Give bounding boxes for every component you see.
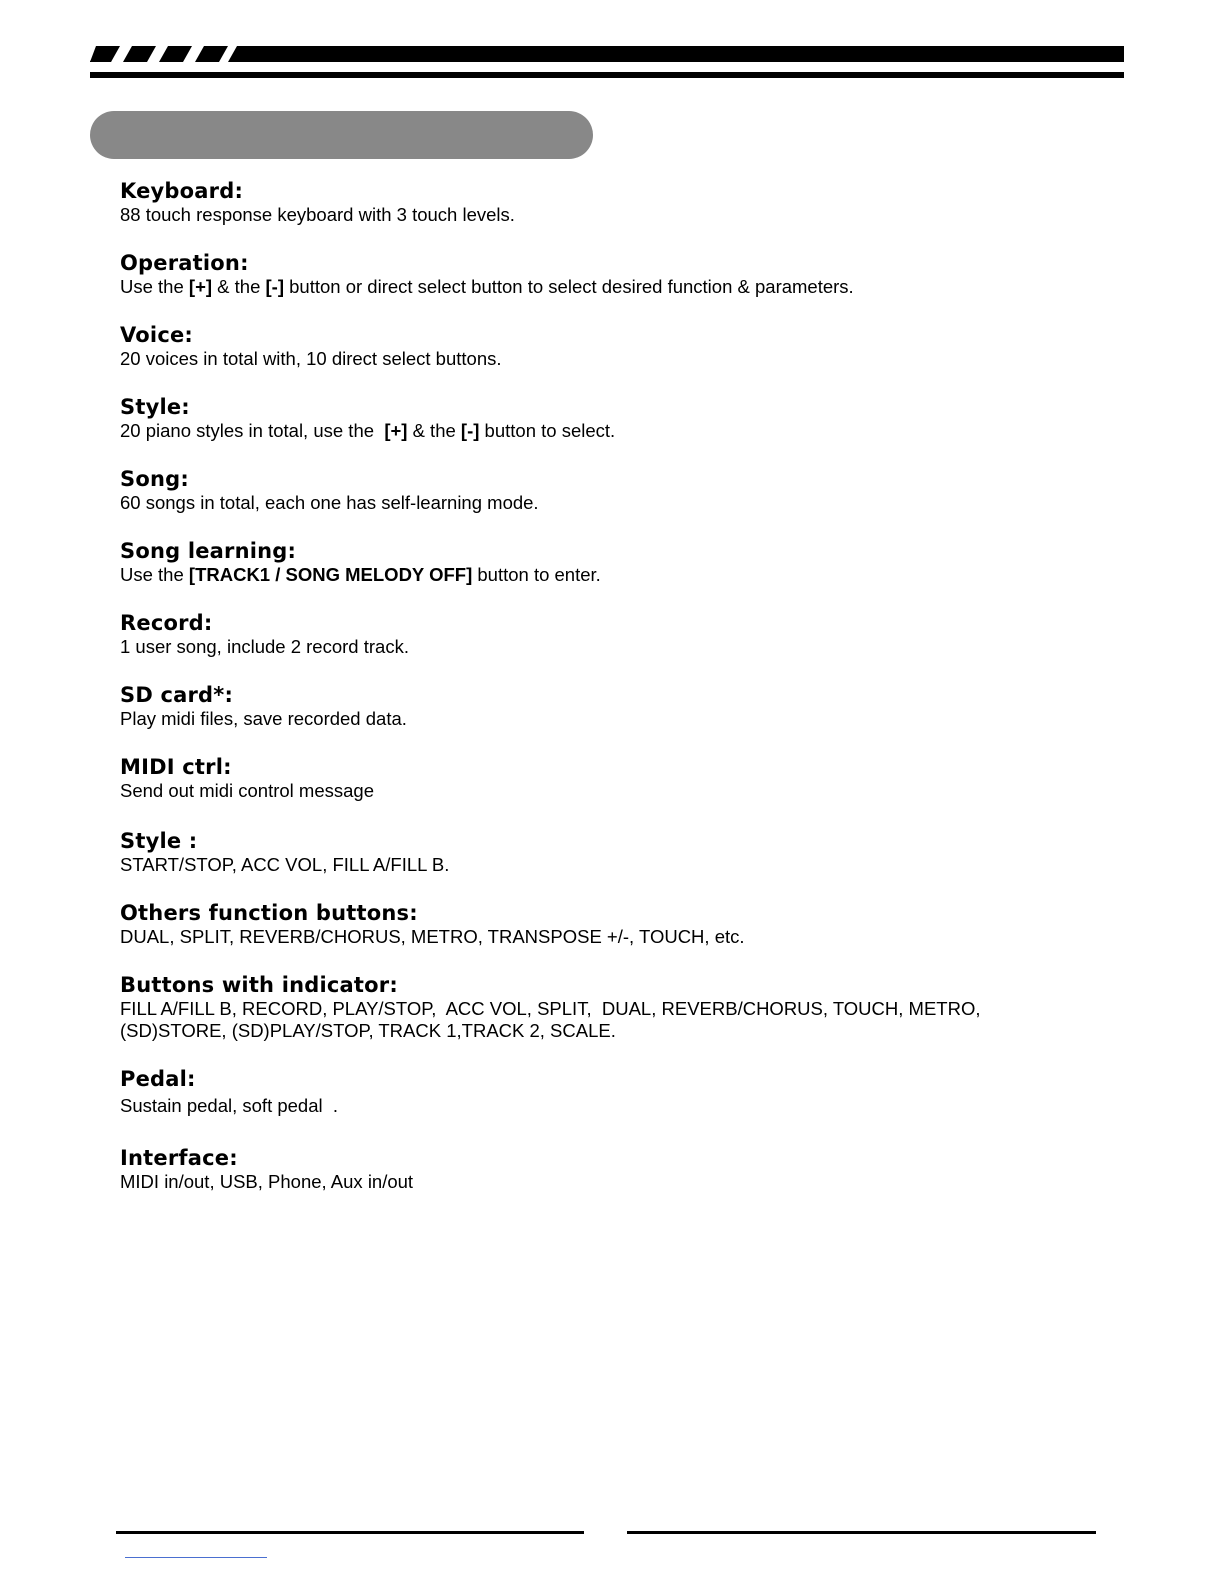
spec-title: Others function buttons:: [120, 901, 418, 925]
header-stripe-4: [195, 46, 228, 62]
spec-style-buttons: [120, 828, 1120, 876]
spec-desc: Use the [+] & the [-] button or direct select button to select desired function & parameters.: [120, 276, 854, 297]
spec-midi-ctrl: [120, 754, 1120, 802]
spec-voice: [120, 322, 1120, 370]
footer-rule-left: [116, 1531, 584, 1534]
header-underline: [90, 72, 1124, 78]
spec-title: Style :: [120, 829, 198, 853]
footer-link-underline: [125, 1557, 267, 1558]
spec-desc: 20 piano styles in total, use the [+] & the [-] button to select.: [120, 420, 616, 441]
spec-title: Song learning:: [120, 539, 297, 563]
spec-desc: Sustain pedal, soft pedal .: [120, 1095, 339, 1116]
spec-song: [120, 466, 1120, 514]
spec-desc: FILL A/FILL B, RECORD, PLAY/STOP, ACC VOL, SPLIT, DUAL, REVERB/CHORUS, TOUCH, METRO,: [120, 998, 981, 1019]
spec-title: Operation:: [120, 251, 249, 275]
header-stripe-3: [159, 46, 192, 62]
spec-desc: Send out midi control message: [120, 780, 374, 801]
section-header-pill: [90, 111, 593, 159]
spec-pedal: [120, 1066, 1120, 1117]
spec-title: Style:: [120, 395, 190, 419]
spec-interface: [120, 1145, 1120, 1193]
spec-title: SD card*:: [120, 683, 234, 707]
spec-song-learning: [120, 538, 1120, 586]
spec-title: Record:: [120, 611, 213, 635]
spec-desc: Play midi files, save recorded data.: [120, 708, 407, 729]
header-stripe-bar: [90, 44, 1124, 80]
header-stripe-1b: [90, 46, 120, 62]
spec-desc: 20 voices in total with, 10 direct select buttons.: [120, 348, 502, 369]
spec-title: Pedal:: [120, 1067, 196, 1091]
spec-desc: 1 user song, include 2 record track.: [120, 636, 409, 657]
spec-operation: [120, 250, 1120, 298]
spec-title: Interface:: [120, 1146, 238, 1170]
spec-title: Buttons with indicator:: [120, 973, 398, 997]
header-stripe-2: [123, 46, 156, 62]
spec-record: [120, 610, 1120, 658]
spec-desc: MIDI in/out, USB, Phone, Aux in/out: [120, 1171, 414, 1192]
spec-desc: 60 songs in total, each one has self-learning mode.: [120, 492, 539, 513]
spec-style: [120, 394, 1120, 442]
spec-desc: 88 touch response keyboard with 3 touch levels.: [120, 204, 515, 225]
spec-title: Voice:: [120, 323, 194, 347]
header-main-bar: [228, 46, 1124, 62]
spec-title: Song:: [120, 467, 189, 491]
spec-buttons-with-indicator: [120, 972, 1120, 1042]
spec-title: MIDI ctrl:: [120, 755, 232, 779]
spec-desc: DUAL, SPLIT, REVERB/CHORUS, METRO, TRANSPOSE +/-, TOUCH, etc.: [120, 926, 745, 947]
spec-other-function-buttons: [120, 900, 1120, 948]
spec-desc: Use the [TRACK1 / SONG MELODY OFF] button to enter.: [120, 564, 601, 585]
footer-rule-right: [627, 1531, 1096, 1534]
spec-desc: START/STOP, ACC VOL, FILL A/FILL B.: [120, 854, 450, 875]
spec-keyboard: [120, 178, 1120, 226]
spec-title: Keyboard:: [120, 179, 244, 203]
spec-desc: (SD)STORE, (SD)PLAY/STOP, TRACK 1,TRACK 2, SCALE.: [120, 1020, 616, 1041]
spec-sd-card: [120, 682, 1120, 730]
